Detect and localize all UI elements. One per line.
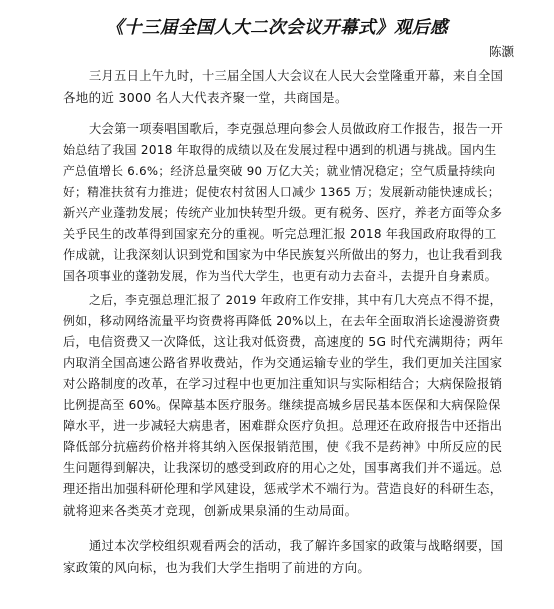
paragraph-1 — [63, 66, 503, 108]
text-line: 之后，李克强总理汇报了 2019 年政府工作安排，其中有几大亮点不得不提， — [89, 293, 502, 307]
text-line: 比例提高至 60%。保障基本医疗服务。继续提高城乡居民基本医保和大病保险保 — [63, 398, 501, 412]
text-line: 大会第一项奏唱国歌后，李克强总理向参会人员做政府工作报告，报告一开 — [89, 122, 504, 136]
text-line: 作成就，让我深刻认识到党和国家为中华民族复兴所做出的努力，也让我看到我 — [63, 248, 503, 262]
text-line: 生问题得到解决，让我深切的感受到政府的用心之处，国事离我们并不遥远。总 — [63, 461, 503, 475]
text-line: 对公路制度的改革，在学习过程中也更加注重知识与实际相结合；大病保险报销 — [63, 377, 503, 391]
text-line: 降低部分抗癌药价格并将其纳入医保报销范围，使《我不是药神》中所反应的民 — [63, 440, 503, 454]
text-line: 各地的近 3000 名人大代表齐聚一堂，共商国是。 — [63, 90, 348, 105]
paragraph-2 — [63, 119, 503, 287]
author-name: 陈灏 — [488, 44, 514, 59]
text-line: 理还指出加强科研伦理和学风建设，惩戒学术不端行为。营造良好的科研生态， — [63, 482, 503, 496]
text-line: 就将迎来各类英才竞现，创新成果泉涌的生动局面。 — [63, 503, 358, 518]
paragraph-3 — [63, 290, 503, 521]
text-line: 产总值增长 6.6%；经济总量突破 90 万亿大关；就业情况稳定；空气质量持续向 — [63, 164, 496, 178]
text-line: 例如，移动网络流量平均资费将再降低 20%以上，在去年全面取消长途漫游资费 — [63, 314, 501, 328]
text-line: 国各项事业的蓬勃发展，作为当代大学生，也更有动力去奋斗，去提升自身素质。 — [63, 269, 497, 283]
text-line: 障水平，进一步减轻大病患者，困难群众医疗负担。总理还在政府报告中还指出 — [63, 419, 503, 433]
text-line: 家政策的风向标，也为我们大学生指明了前进的方向。 — [63, 560, 371, 575]
text-line: 好；精准扶贫有力推进；促使农村贫困人口减少 1365 万；发展新动能快速成长； — [63, 185, 500, 199]
paragraph-4 — [63, 536, 503, 578]
text-line: 后，电信资费又一次降低，这让我对低资费，高速度的 5G 时代充满期待；两年 — [63, 335, 504, 349]
text-line: 通过本次学校组织观看两会的活动，我了解许多国家的政策与战略纲要，国 — [89, 539, 504, 553]
text-line: 新兴产业蓬勃发展；传统产业加快转型升级。更有税务、医疗，养老方面等众多 — [63, 206, 503, 220]
text-line: 三月五日上午九时，十三届全国人大会议在人民大会堂隆重开幕，来自全国 — [89, 69, 504, 83]
text-line: 关乎民生的改革得到国家充分的重视。听完总理汇报 2018 年我国政府取得的工 — [63, 227, 497, 241]
text-line: 内取消全国高速公路省界收费站，作为交通运输专业的学生，我们更加关注国家 — [63, 356, 503, 370]
document-title: 《十三届全国人大二次会议开幕式》观后感 — [106, 18, 448, 38]
text-line: 始总结了我国 2018 年取得的成绩以及在发展过程中遇到的机遇与挑战。国内生 — [63, 143, 497, 157]
